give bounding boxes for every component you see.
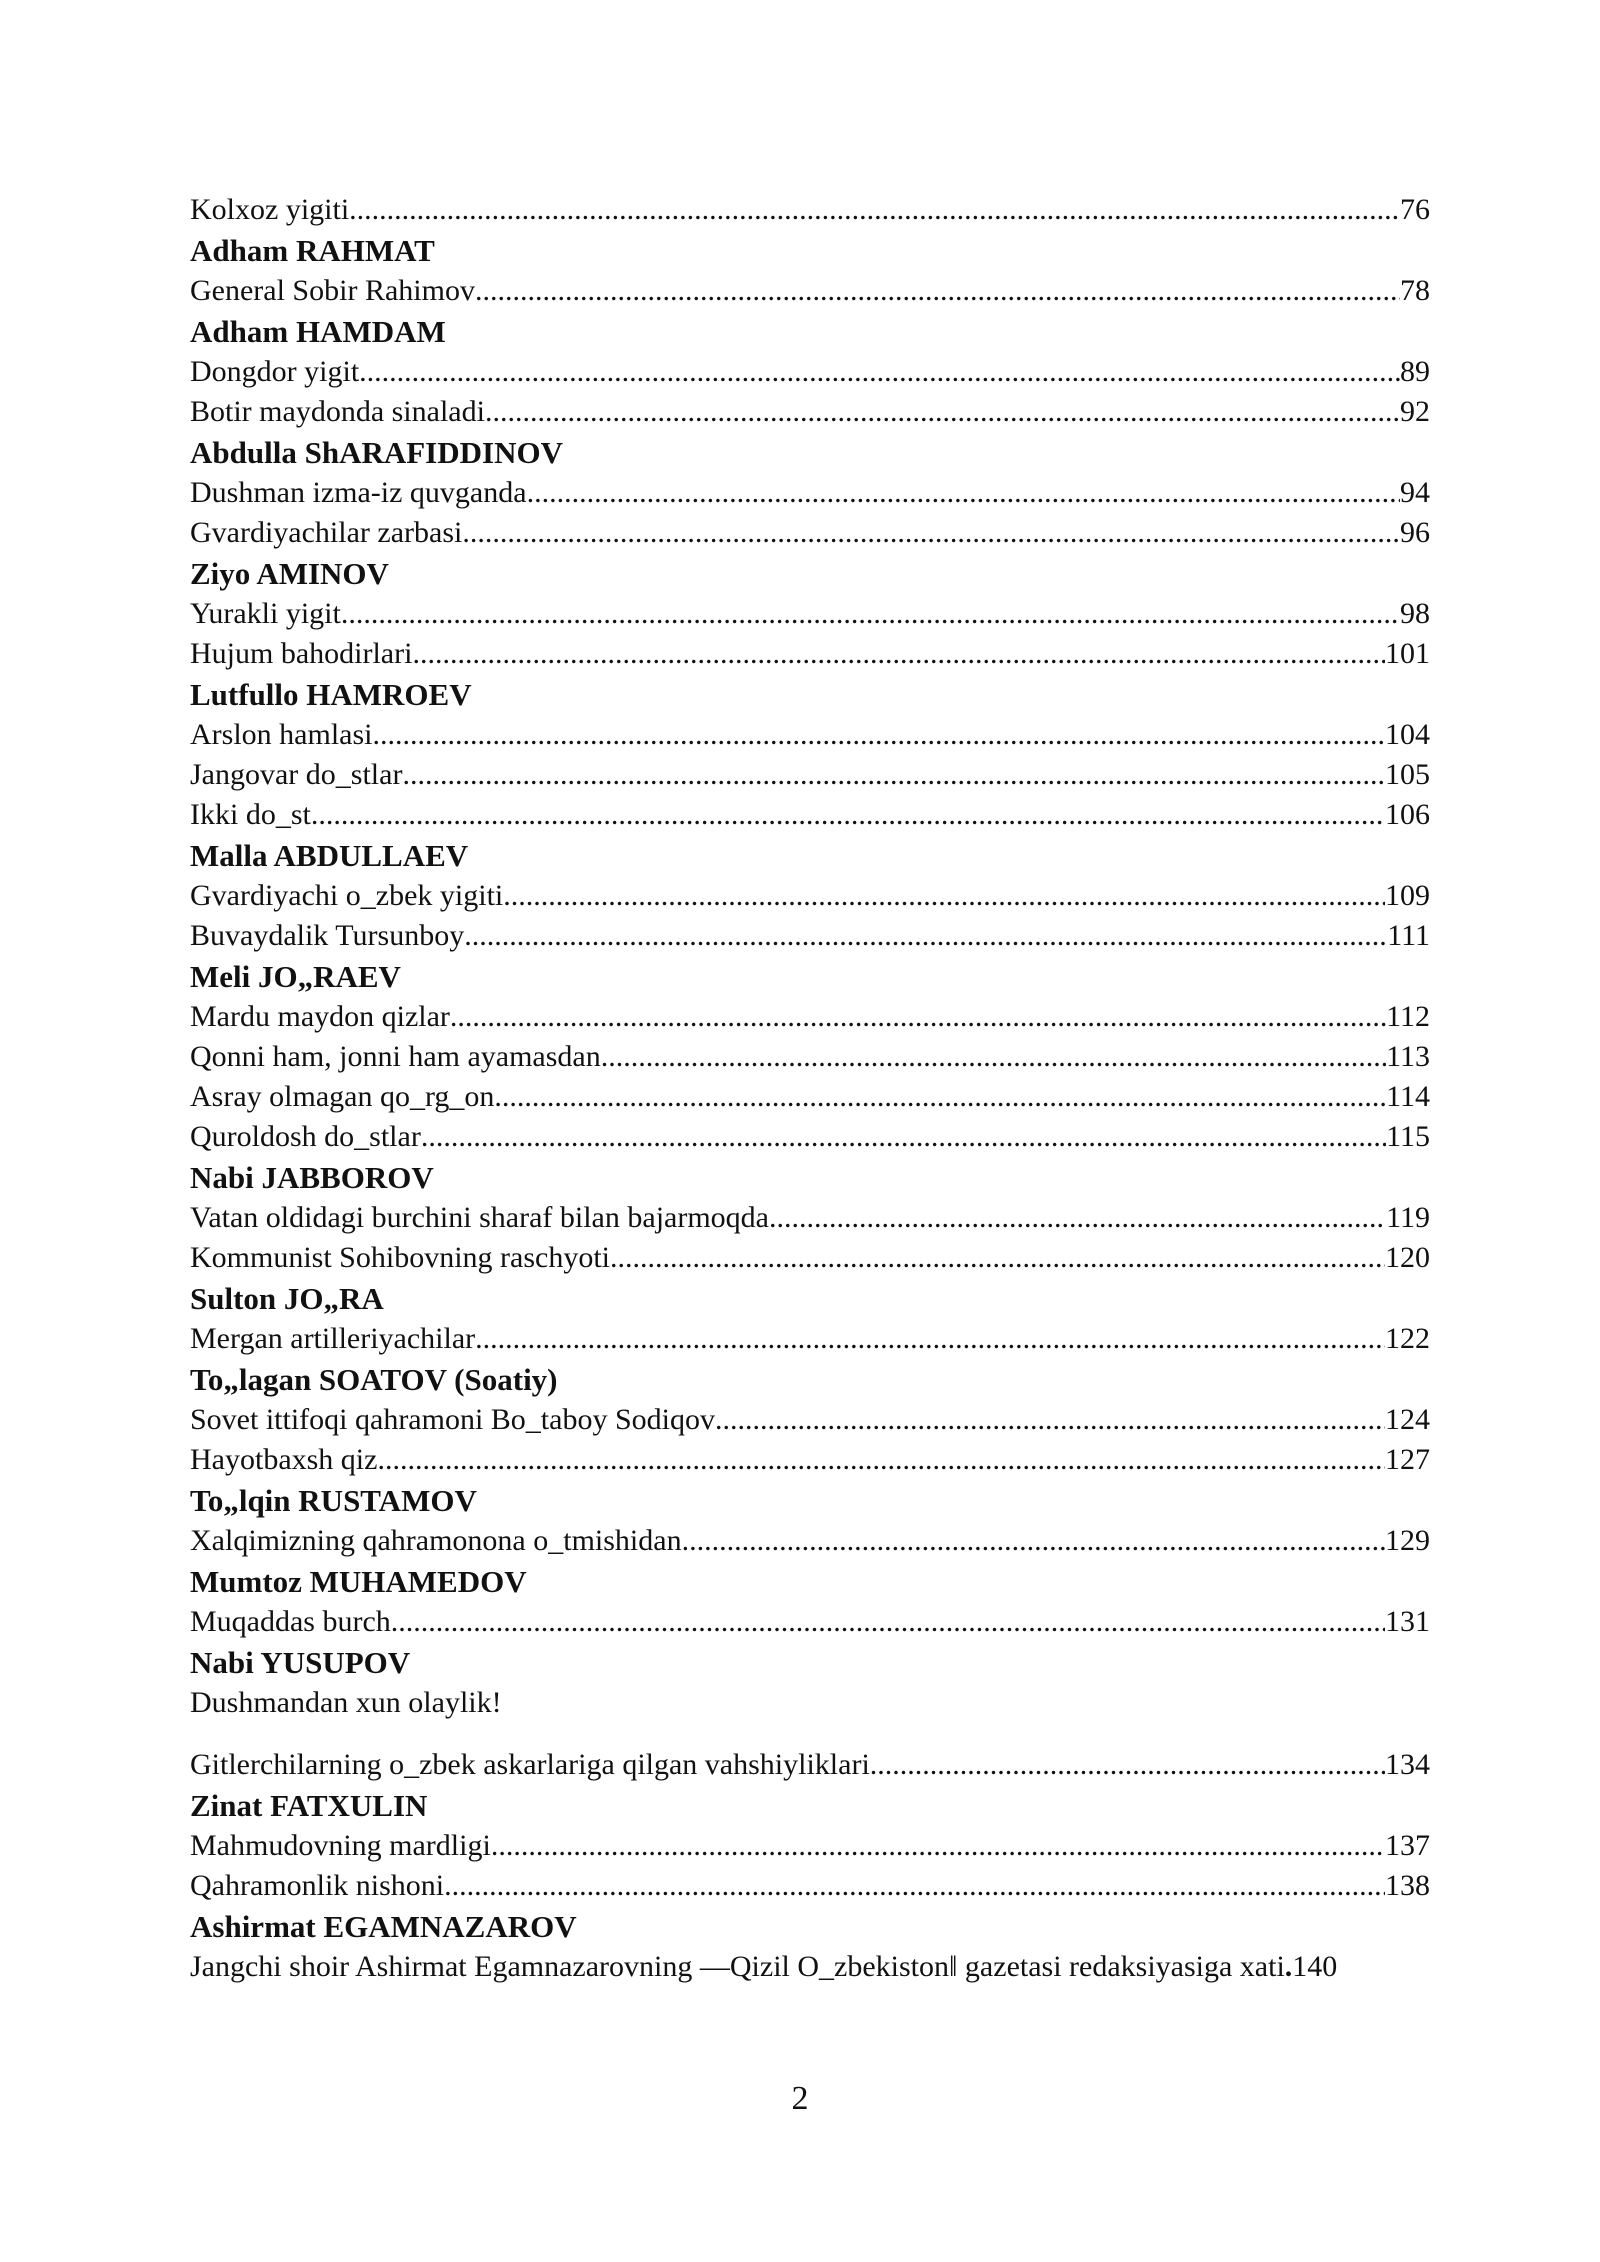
toc-page-number: 104 xyxy=(1385,718,1430,751)
toc-entry-title: Arslon hamlasi xyxy=(190,718,373,751)
dot-leader xyxy=(311,795,1385,835)
toc-entry-title: Kolxoz yigiti xyxy=(190,193,350,226)
toc-entry-title: Dongdor yigit xyxy=(190,355,360,388)
toc-entry xyxy=(190,1866,1430,1906)
author-heading: Zinat FATXULIN xyxy=(190,1788,428,1823)
toc-page-number: 106 xyxy=(1385,798,1430,831)
dot-leader xyxy=(462,513,1400,553)
dot-leader xyxy=(372,715,1385,755)
dot-leader xyxy=(769,1198,1386,1238)
toc-entry-title: Gitlerchilarning o_zbek askarlariga qilgan vahshiyliklari xyxy=(190,1748,870,1781)
dot-leader xyxy=(349,190,1400,230)
toc-entry xyxy=(190,795,1430,835)
author-heading: Ashirmat EGAMNAZAROV xyxy=(190,1909,577,1944)
toc-entry-title: Mahmudovning mardligi xyxy=(190,1829,491,1862)
toc-entry-title: Mardu maydon qizlar xyxy=(190,1000,450,1033)
dot-leader xyxy=(610,1238,1385,1278)
dot-leader xyxy=(682,1521,1385,1561)
toc-page-number: 115 xyxy=(1386,1120,1430,1153)
dot-leader xyxy=(341,594,1400,634)
dot-leader xyxy=(359,352,1400,392)
dot-leader xyxy=(450,997,1386,1037)
toc-page-number: 94 xyxy=(1400,476,1430,509)
page-number: 2 xyxy=(791,2080,809,2117)
toc-entry xyxy=(190,352,1430,392)
toc-entry-title: Vatan oldidagi burchini sharaf bilan bajarmoqda xyxy=(190,1201,769,1234)
toc-entry-title: Dushman izma-iz quvganda xyxy=(190,476,527,509)
toc-page-number: 96 xyxy=(1400,516,1430,549)
dot-leader xyxy=(464,916,1387,956)
author-heading: Adham HAMDAM xyxy=(190,314,446,349)
dot-leader xyxy=(527,473,1400,513)
dot-leader xyxy=(421,1117,1386,1157)
toc-page-number: 120 xyxy=(1385,1241,1430,1274)
author-heading: Nabi YUSUPOV xyxy=(190,1645,411,1680)
toc-page-number: 112 xyxy=(1386,1000,1430,1033)
dot-leader xyxy=(377,1440,1385,1480)
toc-entry xyxy=(190,634,1430,674)
toc-entry xyxy=(190,1077,1430,1117)
toc-page-number: 78 xyxy=(1400,274,1430,307)
toc-entry xyxy=(190,271,1430,311)
author-heading: Mumtoz MUHAMEDOV xyxy=(190,1564,527,1599)
toc-entry-title: Buvaydalik Tursunboy xyxy=(190,919,465,952)
toc-entry xyxy=(190,715,1430,755)
toc-entry-title: Ikki do_st xyxy=(190,798,311,831)
toc-entry xyxy=(190,1319,1430,1359)
toc-entry-title: Hujum bahodirlari xyxy=(190,637,413,670)
dot-leader xyxy=(491,1826,1385,1866)
toc-entry-title: Botir maydonda sinaladi xyxy=(190,395,485,428)
toc-entry xyxy=(190,916,1430,956)
author-heading: To„lqin RUSTAMOV xyxy=(190,1483,477,1518)
toc-page-number: 98 xyxy=(1400,597,1430,630)
toc-entry xyxy=(190,1602,1430,1642)
toc-entry-title: Hayotbaxsh qiz xyxy=(190,1443,378,1476)
toc-entry xyxy=(190,513,1430,553)
toc-page-number: 109 xyxy=(1385,879,1430,912)
toc-page-number: 111 xyxy=(1387,919,1430,952)
toc-page-number: 122 xyxy=(1385,1322,1430,1355)
toc-page-number: 127 xyxy=(1385,1443,1430,1476)
toc-entry xyxy=(190,594,1430,634)
toc-entry-title: Quroldosh do_stlar xyxy=(190,1120,421,1153)
toc-entry xyxy=(190,755,1430,795)
toc-entry xyxy=(190,997,1430,1037)
dot-leader xyxy=(402,755,1385,795)
toc-entry-title: Qonni ham, jonni ham ayamasdan xyxy=(190,1040,601,1073)
toc-entry xyxy=(190,1683,1430,1723)
author-heading: To„lagan SOATOV (Soatiy) xyxy=(190,1362,558,1397)
author-heading: Lutfullo HAMROEV xyxy=(190,677,472,712)
toc-page-number: 119 xyxy=(1386,1201,1430,1234)
dot-separator: . xyxy=(1284,1950,1293,1983)
author-heading: Nabi JABBOROV xyxy=(190,1160,434,1195)
toc-entry xyxy=(190,1521,1430,1561)
toc-entry xyxy=(190,1117,1430,1157)
toc-entry-title: General Sobir Rahimov xyxy=(190,274,475,307)
toc-page-number: 138 xyxy=(1385,1869,1430,1902)
dot-leader xyxy=(503,876,1385,916)
author-heading: Abdulla ShARAFIDDINOV xyxy=(190,435,563,470)
toc-entry-title: Gvardiyachi o_zbek yigiti xyxy=(190,879,504,912)
toc-entry-title: Jangchi shoir Ashirmat Egamnazarovning ―Qizil O_zbekiston‖ gazetasi redaksiyasiga xati xyxy=(190,1950,1285,1983)
toc-entry-title: Qahramonlik nishoni xyxy=(190,1869,445,1902)
toc-page-number: 114 xyxy=(1386,1080,1430,1113)
toc-entry xyxy=(190,1826,1430,1866)
toc-entry xyxy=(190,1198,1430,1238)
toc-page-number: 89 xyxy=(1400,355,1430,388)
author-heading: Sulton JO„RA xyxy=(190,1281,384,1316)
dot-leader xyxy=(444,1866,1385,1906)
toc-entry xyxy=(190,1947,1430,1987)
toc-entry-title: Jangovar do_stlar xyxy=(190,758,403,791)
toc-entry xyxy=(190,1745,1430,1785)
toc-page-number: 101 xyxy=(1385,637,1430,670)
table-of-contents xyxy=(190,190,1430,1987)
toc-page-number: 140 xyxy=(1292,1950,1338,1983)
dot-leader xyxy=(494,1077,1386,1117)
dot-leader xyxy=(601,1037,1386,1077)
toc-entry-title: Dushmandan xun olaylik! xyxy=(190,1686,502,1719)
author-heading: Malla ABDULLAEV xyxy=(190,838,469,873)
toc-page-number: 105 xyxy=(1385,758,1430,791)
toc-page-number: 134 xyxy=(1385,1748,1430,1781)
toc-page-number: 124 xyxy=(1385,1403,1430,1436)
toc-entry xyxy=(190,1238,1430,1278)
toc-entry-title: Muqaddas burch xyxy=(190,1605,391,1638)
toc-entry-title: Sovet ittifoqi qahramoni Bo_taboy Sodiqov xyxy=(190,1403,715,1436)
dot-leader xyxy=(391,1602,1385,1642)
toc-entry xyxy=(190,1440,1430,1480)
dot-leader xyxy=(715,1400,1385,1440)
toc-entry xyxy=(190,1037,1430,1077)
spacer xyxy=(190,1723,1430,1745)
toc-entry-title: Kommunist Sohibovning raschyoti xyxy=(190,1241,610,1274)
toc-page-number: 137 xyxy=(1385,1829,1430,1862)
toc-entry-title: Gvardiyachilar zarbasi xyxy=(190,516,463,549)
dot-leader xyxy=(412,634,1385,674)
dot-leader xyxy=(475,1319,1385,1359)
toc-entry-title: Xalqimizning qahramonona o_tmishidan xyxy=(190,1524,682,1557)
toc-entry xyxy=(190,1400,1430,1440)
toc-page-number: 113 xyxy=(1386,1040,1430,1073)
toc-page-number: 76 xyxy=(1400,193,1430,226)
dot-leader xyxy=(475,271,1400,311)
toc-entry-title: Mergan artilleriyachilar xyxy=(190,1322,476,1355)
toc-entry xyxy=(190,473,1430,513)
toc-page-number: 92 xyxy=(1400,395,1430,428)
dot-leader xyxy=(870,1745,1385,1785)
toc-entry-title: Asray olmagan qo_rg_on xyxy=(190,1080,495,1113)
author-heading: Meli JO„RAEV xyxy=(190,959,401,994)
toc-entry xyxy=(190,876,1430,916)
toc-entry xyxy=(190,392,1430,432)
dot-leader xyxy=(485,392,1400,432)
toc-entry xyxy=(190,190,1430,230)
author-heading: Adham RAHMAT xyxy=(190,233,435,268)
author-heading: Ziyo AMINOV xyxy=(190,556,389,591)
toc-page-number: 129 xyxy=(1385,1524,1430,1557)
toc-entry-title: Yurakli yigit xyxy=(190,597,341,630)
toc-page-number: 131 xyxy=(1385,1605,1430,1638)
